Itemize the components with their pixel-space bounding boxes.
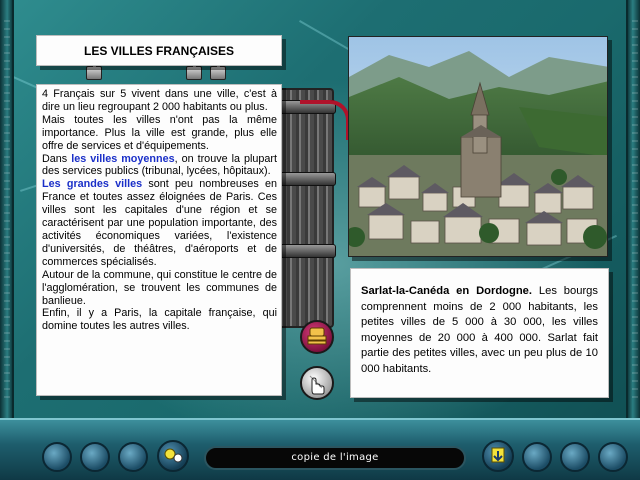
text-fragment: , on trouve la plupart des services publics (tribunal, lycées, hôpitaux).: [42, 152, 277, 178]
connector-icon: [186, 66, 202, 80]
left-frame: [0, 0, 14, 420]
paragraph: Mais toutes les villes n'ont pas la même importance. Plus la ville est grande, plus elle offre de services et d'équipements.: [42, 113, 277, 152]
caption-title: Sarlat-la-Canéda en Dordogne.: [361, 285, 533, 297]
download-icon: [484, 442, 512, 470]
level-icon: [302, 322, 332, 352]
connector-icon: [86, 66, 102, 80]
title-panel: [36, 35, 282, 66]
red-cable: [300, 100, 350, 140]
help-button[interactable]: [157, 440, 189, 472]
text-panel: [36, 84, 282, 396]
text-fragment: sont peu nombreuses en France et toutes assez éloignées de Paris. Ces villes sont les capitales d'une région et se caractérisent par une population importante, des activités économiques variées, l'existence d'universités, de théâtres, d'aéroports et de commerces spécialisés.: [42, 178, 277, 268]
caption-panel: [350, 268, 609, 398]
city-photo: [348, 36, 608, 257]
console-pod: [560, 442, 590, 472]
keyword-grandes-villes[interactable]: Les grandes villes: [42, 178, 143, 191]
console-pod: [42, 442, 72, 472]
right-frame: [626, 0, 640, 420]
download-button[interactable]: [482, 440, 514, 472]
paragraph: [42, 153, 277, 179]
connector-icon: [210, 66, 226, 80]
caption-text: [361, 284, 598, 377]
paragraph: 4 Français sur 5 vivent dans une ville, c'est à dire un lieu regroupant 2 000 habitants ou plus.: [42, 88, 277, 113]
text-fragment: Dans: [42, 152, 72, 165]
paragraph: Enfin, il y a Paris, la capitale française, qui domine toutes les autres villes.: [42, 307, 277, 333]
hand-pointer-icon: [302, 368, 332, 398]
city-photo-image: [349, 37, 608, 257]
help-bubble-icon: [159, 442, 187, 470]
page-title: LES VILLES FRANÇAISES: [83, 44, 235, 58]
console-pod: [598, 442, 628, 472]
pointer-button[interactable]: [300, 366, 334, 400]
paragraph: [42, 178, 277, 268]
console-pod: [522, 442, 552, 472]
caption-body: Les bourgs comprennent moins de 2 000 habitants, les petites villes de 5 000 à 30 000, les villes moyennes de 20 000 à 400 000. Sarlat fait partie des petites villes, avec un peu plus de 10 000 habitants.: [361, 285, 598, 375]
background-line: [299, 20, 352, 52]
paragraph: Autour de la commune, qui constitue le centre de l'agglomération, se trouvent les communes de banlieue.: [42, 268, 277, 307]
level-button[interactable]: [300, 320, 334, 354]
bottom-console: [0, 418, 640, 480]
keyword-villes-moyennes[interactable]: les villes moyennes: [71, 152, 175, 165]
status-bar: copie de l'image: [204, 446, 466, 470]
console-pod: [118, 442, 148, 472]
console-pod: [80, 442, 110, 472]
